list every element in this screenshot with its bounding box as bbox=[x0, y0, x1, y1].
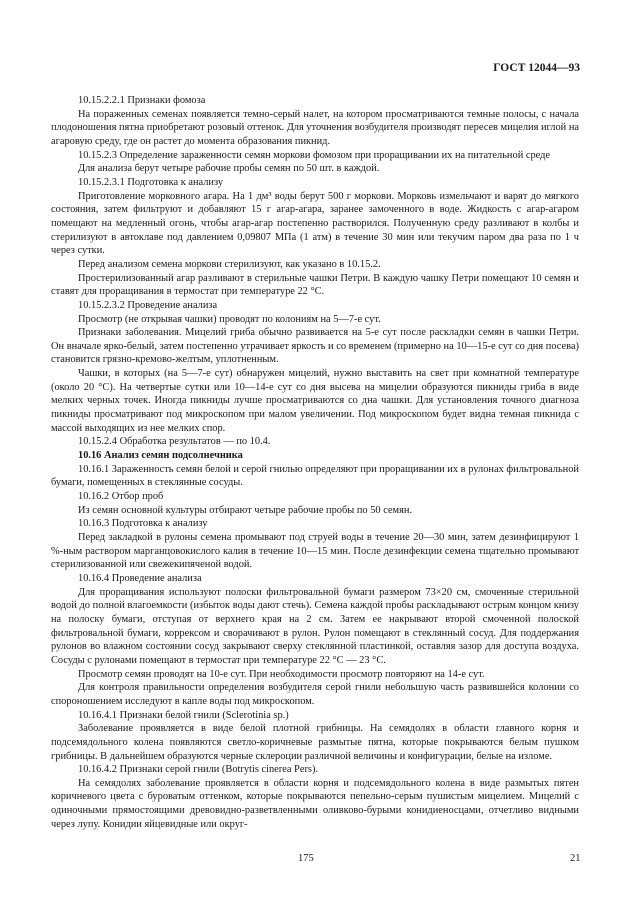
paragraph: Простерилизованный агар разливают в стерильные чашки Петри. В каждую чашку Петри помещают 10 семян и ставят для проращивания в термостат при температуре 22 °С. bbox=[51, 272, 579, 298]
paragraph: 10.15.2.2.1 Признаки фомоза bbox=[78, 95, 206, 106]
paragraph: Перед закладкой в рулоны семена промывают под струей воды в течение 20—30 мин, затем дезинфицируют 1 %-ным раствором марганцовокислого калия в течение 10—15 мин. После дезинфекции семена тщательно промывают стерилизованной или свежекипяченой водой. bbox=[51, 532, 579, 571]
paragraph: Заболевание проявляется в виде белой плотной грибницы. На семядолях в области главного корня и подсемядольного колена появляются светло-коричневые размытые пятна, которые покрываются белым пушком грибницы. В дальнейшем образуются черные склероции различной величины и конфигурации, белые на изломе. bbox=[51, 723, 579, 762]
paragraph: Приготовление морковного агара. На 1 дм³ воды берут 500 г моркови. Морковь измельчают и варят до мягкого состояния, затем фильтруют и добавляют 15 г агар-агара, заранее замоченного в воде. Жидкость с агар-агаром помещают на медленный огонь, чтобы агар-агар постепенно растворился. Полученную среду разливают в колбы и стерилизуют в автоклаве под давлением 0,09807 МПа (1 атм) в течение 30 мин или текучим паром два раза по 1 ч через сутки. bbox=[51, 190, 579, 257]
paragraph: 10.15.2.3.2 Проведение анализа bbox=[78, 299, 218, 311]
standard-header: ГОСТ 12044—93 bbox=[493, 62, 580, 74]
paragraph: 10.15.2.4 Обработка результатов — по 10.4. bbox=[78, 436, 271, 448]
document-body bbox=[51, 94, 579, 831]
paragraph: Просмотр семян проводят на 10-е сут. При необходимости просмотр повторяют на 14-е сут. bbox=[78, 668, 485, 680]
paragraph: На пораженных семенах появляется темно-серый налет, на котором просматриваются темные полосы, с начала плодоношения пятна приобретают розовый оттенок. Для уточнения возбудителя производят пересев мицелия иглой на агаровую среду, где он растет до момента образования пикнид. bbox=[51, 108, 579, 147]
page-number-center: 175 bbox=[298, 853, 314, 864]
paragraph: 10.16.4.2 Признаки серой гнили (Botrytis cinerea Pers). bbox=[78, 764, 319, 776]
paragraph: 10.16.2 Отбор проб bbox=[78, 491, 164, 503]
paragraph: 10.16.4.1 Признаки белой гнили (Sclerotinia sp.) bbox=[78, 709, 289, 721]
paragraph: 10.16 Анализ семян подсолнечника bbox=[78, 450, 243, 462]
page-number-right: 21 bbox=[570, 853, 581, 864]
paragraph: Перед анализом семена моркови стерилизуют, как указано в 10.15.2. bbox=[78, 258, 381, 270]
paragraph: 10.16.3 Подготовка к анализу bbox=[78, 518, 208, 530]
paragraph: 10.16.1 Зараженность семян белой и серой гнилью определяют при проращивании их в рулонах фильтровальной бумаги, помещенных в стеклянные сосуды. bbox=[51, 463, 579, 489]
paragraph: 10.16.4 Проведение анализа bbox=[78, 572, 202, 584]
paragraph: Для проращивания используют полоски фильтровальной бумаги размером 73×20 см, смоченные стерильной водой до полной влагоемкости (избыток воды дают стечь). Семена каждой пробы раскладывают острым концом книзу на полоску бумаги, отступая от верхнего края на 2 см. Затем ее накрывают второй смоченной полоской фильтровальной бумаги, коррексом и сворачивают в рулон. Рулон помещают в стеклянный сосуд. Для поддержания рулонов во влажном состоянии сосуд закрывают сверху стеклянной пластинкой, оставляя зазор для доступа воздуха. Сосуды с рулонами помещают в термостат при температуре 22 °С — 23 °С. bbox=[51, 586, 579, 666]
paragraph: Просмотр (не открывая чашки) проводят по колониям на 5—7-е сут. bbox=[78, 313, 381, 325]
paragraph: Из семян основной культуры отбирают четыре рабочие пробы по 50 семян. bbox=[78, 504, 413, 516]
paragraph: 10.15.2.3 Определение зараженности семян моркови фомозом при проращивании их на питательной среде bbox=[78, 149, 551, 161]
paragraph: На семядолях заболевание проявляется в области корня и подсемядольного колена в виде размытых пятен коричневого цвета с буроватым оттенком, которые покрываются пепельно-серым пушистым мицелием. Мицелий с одиночными прямостоящими древовидно-разветвленными оливково-бурыми конидиеносцами, отчетливо видными через лупу. Конидии яйцевидные или округ- bbox=[51, 777, 579, 830]
paragraph: Для контроля правильности определения возбудителя серой гнили небольшую часть развившейся колонии со спороношением исследуют в капле воды под микроскопом. bbox=[51, 682, 579, 707]
paragraph: 10.15.2.3.1 Подготовка к анализу bbox=[78, 176, 224, 188]
paragraph: Чашки, в которых (на 5—7-е сут) обнаружен мицелий, нужно выставить на свет при комнатной температуре (около 20 °С). На четвертые сутки или 10—14-е сут со дня высева на мицелии образуются пикниды гриба в виде мелких черных точек. Иногда пикниды лучше просматриваются со дна чашки. Для установления точного диагноза пикниды просматривают под микроскопом при малом увеличении. Под микроскопом будет видна темная пикнида с массой выходящих из нее мелких спор. bbox=[51, 368, 579, 434]
paragraph: Признаки заболевания. Мицелий гриба обычно развивается на 5-е сут после раскладки семян в чашки Петри. Он вначале ярко-белый, затем постепенно утрачивает яркость и со временем (примерно на 10—15-е сут со дня посева) становится грязно-кремово-желтым, уплотненным. bbox=[51, 327, 579, 366]
paragraph: Для анализа берут четыре рабочие пробы семян по 50 шт. в каждой. bbox=[78, 163, 380, 175]
